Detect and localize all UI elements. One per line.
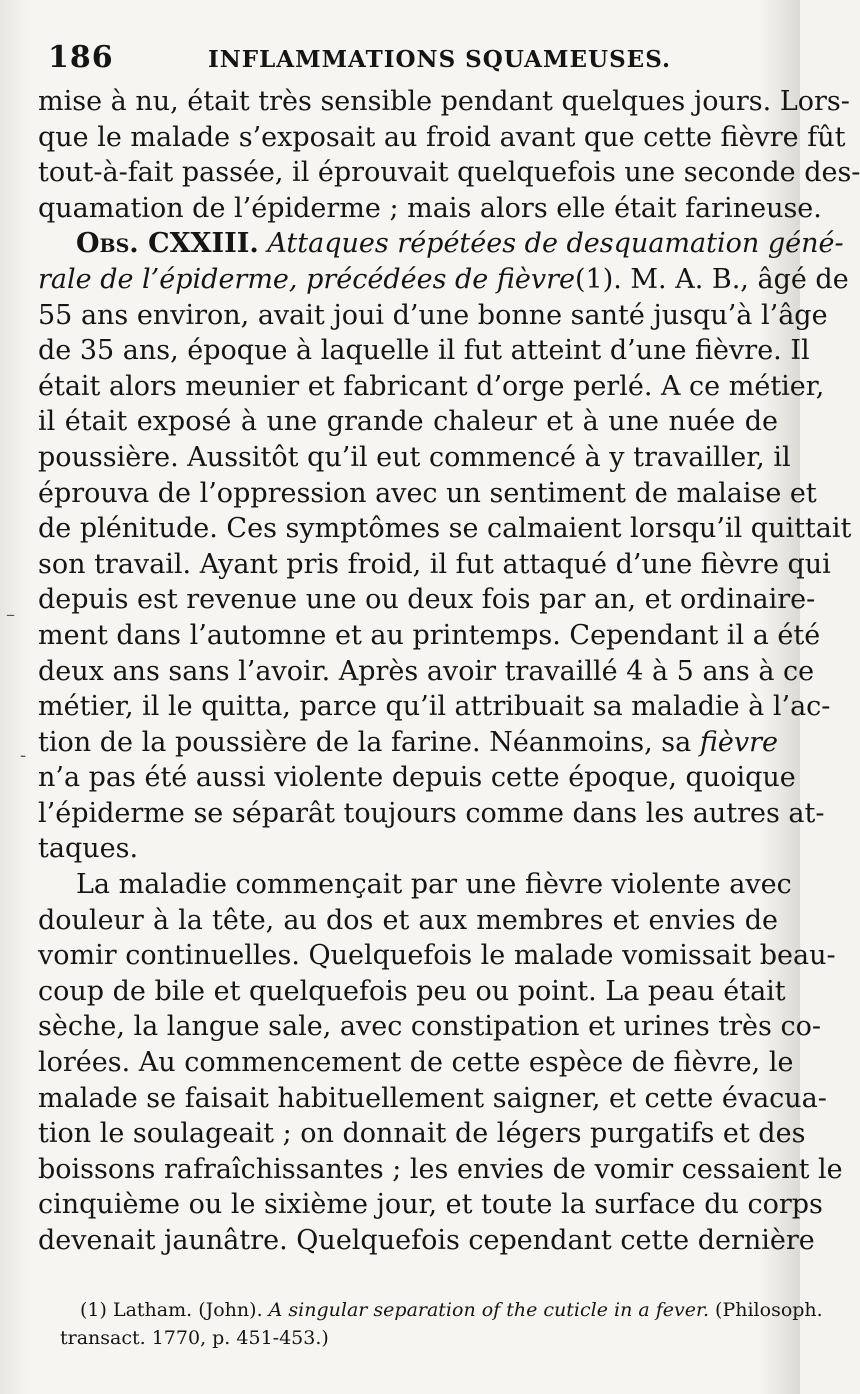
text-line: depuis est revenue une ou deux fois par an, et ordinaire- <box>38 584 816 616</box>
patient-intro: M. A. B., âgé de <box>621 263 849 295</box>
page-number: 186 <box>48 40 114 75</box>
page-header <box>48 40 780 84</box>
footnote <box>60 1296 823 1352</box>
text-line: poussière. Aussitôt qu’il eut commencé à y travailler, il <box>38 441 791 473</box>
text-line-with-italic <box>38 725 778 761</box>
text-line: cinquième ou le sixième jour, et toute la surface du corps <box>38 1189 823 1221</box>
text-line: deux ans sans l’avoir. Après avoir travaillé 4 à 5 ans à ce <box>38 655 815 687</box>
text-line: boissons rafraîchissantes ; les envies de vomir cessaient le <box>38 1153 843 1185</box>
body-text <box>38 84 860 1259</box>
footnote-marker: (1) <box>80 1299 107 1321</box>
text-line: éprouva de l’oppression avec un sentiment de malaise et <box>38 477 817 509</box>
running-title: INFLAMMATIONS SQUAMEUSES. <box>208 46 672 73</box>
footnote-title: A singular separation of the cuticle in a fever. <box>268 1299 709 1321</box>
observation-title-cont: rale de l’épiderme, précédées de fièvre <box>38 263 575 295</box>
text-line: lorées. Au commencement de cette espèce de fièvre, le <box>38 1047 794 1079</box>
text-line: métier, il le quitta, parce qu’il attribuait sa maladie à l’ac- <box>38 691 831 723</box>
italic-word: fièvre <box>699 726 778 758</box>
text-line: taques. <box>38 833 139 865</box>
paragraph-start-line: La maladie commençait par une fièvre violente avec <box>76 869 792 901</box>
footnote-line: transact. 1770, p. 451-453.) <box>60 1327 329 1349</box>
text-line: quamation de l’épiderme ; mais alors elle était farineuse. <box>38 192 822 224</box>
text-line: n’a pas été aussi violente depuis cette époque, quoique <box>38 762 796 794</box>
text-line: sèche, la langue sale, avec constipation et urines très co- <box>38 1011 821 1043</box>
text-line: ment dans l’automne et au printemps. Cependant il a été <box>38 619 821 651</box>
margin-dash: - <box>20 745 27 766</box>
text-segment: tion de la poussière de la farine. Néanmoins, sa <box>38 726 700 758</box>
margin-dash: – <box>6 604 15 625</box>
footnote-line <box>60 1296 823 1324</box>
text-line: il était exposé à une grande chaleur et à une nuée de <box>38 406 778 438</box>
text-line: 55 ans environ, avait joui d’une bonne santé jusqu’à l’âge <box>38 299 828 331</box>
text-line: douleur à la tête, au dos et aux membres et envies de <box>38 904 778 936</box>
text-line: coup de bile et quelquefois peu ou point. La peau était <box>38 975 786 1007</box>
text-line: de plénitude. Ces symptômes se calmaient lorsqu’il quittait <box>38 513 852 545</box>
observation-heading-line <box>38 262 849 298</box>
text-line: de 35 ans, époque à laquelle il fut atteint d’une fièvre. Il <box>38 335 810 367</box>
text-line: vomir continuelles. Quelquefois le malade vomissait beau- <box>38 940 836 972</box>
text-line: tout-à-fait passée, il éprouvait quelquefois une seconde des- <box>38 157 860 189</box>
text-line: mise à nu, était très sensible pendant quelques jours. Lors- <box>38 86 850 117</box>
text-line: que le malade s’exposait au froid avant que cette fièvre fût <box>38 121 846 153</box>
footnote-reference: (1). <box>575 263 622 295</box>
text-line: tion le soulageait ; on donnait de légers purgatifs et des <box>38 1118 806 1150</box>
observation-label: Obs. CXXIII. <box>76 228 259 260</box>
text-line: était alors meunier et fabricant d’orge perlé. A ce métier, <box>38 370 825 402</box>
footnote-source: (Philosoph. <box>715 1299 823 1321</box>
footnote-author: Latham. (John). <box>112 1299 263 1321</box>
text-line: l’épiderme se séparât toujours comme dans les autres at- <box>38 797 825 829</box>
text-line: son travail. Ayant pris froid, il fut attaqué d’une fièvre qui <box>38 548 831 580</box>
text-line: malade se faisait habituellement saigner, et cette évacua- <box>38 1082 827 1114</box>
observation-heading-line <box>38 226 844 262</box>
text-line: devenait jaunâtre. Quelquefois cependant cette dernière <box>38 1225 815 1256</box>
observation-title: Attaques répétées de desquamation géné- <box>267 228 844 260</box>
